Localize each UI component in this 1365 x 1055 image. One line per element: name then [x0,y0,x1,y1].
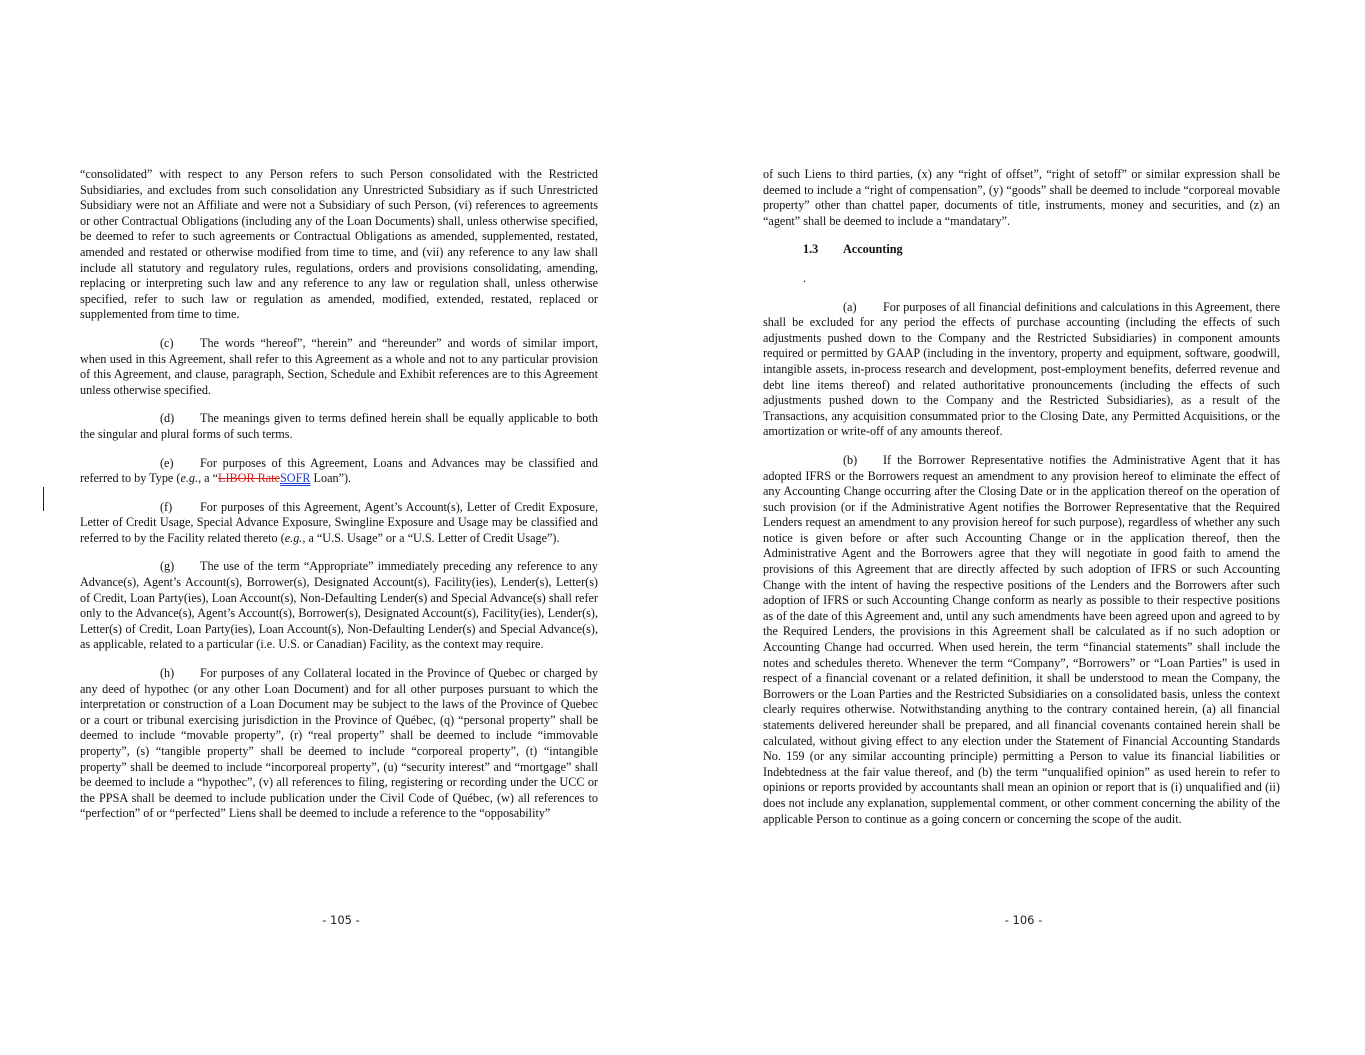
label-b: (b) [843,452,858,467]
deleted-text: LIBOR Rate [218,471,280,486]
text-e-part2: , a “ [198,471,219,486]
text-c: The words “hereof”, “herein” and “hereunder” and words of similar import, when used in this Agreement, shall refer to this Agreement as a whole and not to any particular provision of this Agreement, and clause, paragraph, Section, Schedule and Exhibit references are to this Agreement unless otherwise specified. [80,335,598,397]
change-bar [43,487,44,511]
section-number: 1.3 [803,242,819,257]
inserted-text: SOFR [279,471,311,486]
label-f: (f) [160,499,173,514]
paragraph-continuation: of such Liens to third parties, (x) any “right of offset”, “right of setoff” or similar expression shall be deemed to include a “right of compensation”, (y) “goods” shall be deemed to include “corporeal movable property” other than chattel paper, documents of title, instruments, money and securities, and (z) an “agent” shall be deemed to include a “mandatary”. [763,167,1280,228]
page-105 [0,0,682,1055]
paragraph-a [763,300,1280,440]
text-f-italic: e.g. [284,530,303,545]
label-d: (d) [160,411,175,426]
text-g: The use of the term “Appropriate” immediately preceding any reference to any Advance(s), Agent’s Account(s), Borrower(s), Designated Account(s), Facility(ies), Lender(s), Letter(s) of Credit, Loan Party(ies), Loan Account(s), Non-Defaulting Lender(s) and Special Advance(s) shall refer only to the Advance(s), Agent’s Account(s), Borrower(s), Designated Account(s), Facility(ies), Lender(s), Letter(s) of Credit, Loan Party(ies), Loan Account(s), Non-Defaulting Lender(s) and Special Advance(s), as applicable, related to a particular (i.e. U.S. or Canadian) Facility, as the context may require. [80,559,598,652]
label-c: (c) [160,335,174,350]
paragraph-c [80,336,598,398]
page-106 [682,0,1365,1055]
label-g: (g) [160,559,175,574]
text-d: The meanings given to terms defined herein shall be equally applicable to both the singular and plural forms of such terms. [80,411,598,441]
text-a: For purposes of all financial definitions and calculations in this Agreement, there shall be excluded for any period the effects of purchase accounting (including the effects of such adjustments pushed down to the Company and the Restricted Subsidiaries) in component amounts required or permitted by GAAP (including in the inventory, property and equipment, software, goodwill, intangible assets, in-process research and development, post-employment benefits, deferred revenue and debt line items thereof) and related authoritative pronouncements (including the effects of such adjustments pushed down to the Company and the Restricted Subsidiaries), as a result of the Transactions, any acquisition consummated prior to the Closing Date, any Permitted Acquisitions, or the amortization or write-off of any amounts thereof. [763,299,1280,439]
paragraph-f [80,500,598,547]
paragraph-e [80,456,598,487]
paragraph-h [80,666,598,822]
section-title: Accounting [843,242,903,257]
paragraph-b [763,453,1280,827]
right-column [763,167,1280,840]
label-e: (e) [160,455,174,470]
label-h: (h) [160,666,175,681]
section-heading [763,242,1280,258]
paragraph-g [80,559,598,653]
text-e-part3: Loan”). [310,471,352,486]
left-column [80,167,598,835]
text-f-part2: , a “U.S. Usage” or a “U.S. Letter of Credit Usage”). [302,530,560,545]
text-h: For purposes of any Collateral located in the Province of Quebec or charged by any deed of hypothec (or any other Loan Document) and for all other purposes pursuant to which the interpretation or construction of a Loan Document may be subject to the laws of the Province of Quebec or a court or tribunal exercising jurisdiction in the Province of Québec, (q) “personal property” shall be deemed to include “movable property”, (r) “real property” shall be deemed to include “immovable property”, (s) “tangible property” shall be deemed to include “corporeal property”, (t) “intangible property” shall be deemed to include “incorporeal property”, (u) “security interest” and “mortgage” shall be deemed to include a “hypothec”, (v) all references to filing, registering or recording under the UCC or the PPSA shall be deemed to include publication under the Civil Code of Québec, (w) all references to “perfection” of or “perfected” Liens shall be deemed to include a reference to the “opposability” [80,666,598,821]
text-e-italic: e.g. [180,471,199,486]
text-e-part1: For purposes of this Agreement, Loans and Advances may be classified and referred to by Type ( [80,455,598,486]
paragraph-d [80,411,598,442]
text-b: If the Borrower Representative notifies the Administrative Agent that it has adopted IFRS or the Borrowers request an amendment to any provision hereof to eliminate the effect of any Accounting Change occurring after the Closing Date or in the application thereof on the operation of such provision (or if the Administrative Agent notifies the Borrower Representative that the Required Lenders request an amendment to any provision hereof for such purpose), regardless of whether any such notice is given before or after such Accounting Change or in the application thereof, then the Administrative Agent and the Borrowers agree that they will negotiate in good faith to amend the provisions of this Agreement that are directly affected by such adoption of IFRS or such Accounting Change with the intent of having the respective positions of the Lenders and the Borrowers after such adoption of IFRS or such Accounting Change conform as nearly as possible to their respective positions as of the date of this Agreement and, until any such amendments have been agreed upon and agreed to by the Required Lenders, the provisions in this Agreement shall be calculated as if no such adoption or Accounting Change had occurred. When used herein, the term “financial statements” shall include the notes and schedules thereto. Whenever the term “Company”, “Borrowers” or “Loan Parties” is used in respect of a financial covenant or a related definition, it shall be understood to mean the Company, the Borrowers or the Loan Parties and the Restricted Subsidiaries on a consolidated basis, unless the context clearly requires otherwise. Notwithstanding anything to the contrary contained herein, (a) all financial statements delivered hereunder shall be prepared, and all financial covenants contained herein shall be calculated, without giving effect to any election under the Statement of Financial Accounting Standards No. 159 (or any similar accounting principle) permitting a Person to value its financial liabilities or Indebtedness at the fair value thereof, and (b) the term “unqualified opinion” as used herein to refer to opinions or reports provided by accountants shall mean an opinion or report that is (i) unqualified and (ii) does not include any explanation, supplemental comment, or other comment concerning the ability of the applicable Person to continue as a going concern or concerning the scope of the audit. [763,452,1280,826]
stray-period: . [803,270,807,285]
paragraph-consolidated: “consolidated” with respect to any Person refers to such Person consolidated with the Restricted Subsidiaries, and excludes from such consolidation any Unrestricted Subsidiary as if such Unrestricted Subsidiary were not an Affiliate and were not a Subsidiary of such Person, (vi) references to agreements or other Contractual Obligations (including any of the Loan Documents) shall, unless otherwise specified, be deemed to refer to such agreements or Contractual Obligations as amended, supplemented, restated, amended and restated or otherwise modified from time to time, and (vii) any reference to any law shall include all statutory and regulatory rules, regulations, orders and provisions consolidating, amending, replacing or interpreting such law and any reference to any law or regulation shall, unless otherwise specified, refer to such law or regulation as amended, modified, extended, restated, replaced or supplemented from time to time. [80,167,598,322]
label-a: (a) [843,299,857,314]
page-number: - 106 - [1004,913,1043,927]
page-number: - 105 - [322,913,360,927]
text-f-part1: For purposes of this Agreement, Agent’s Account(s), Letter of Credit Exposure, Letter of Credit Usage, Special Advance Exposure, Swingline Exposure and Usage may be classified and referred to by the Facility related thereto ( [80,499,598,545]
